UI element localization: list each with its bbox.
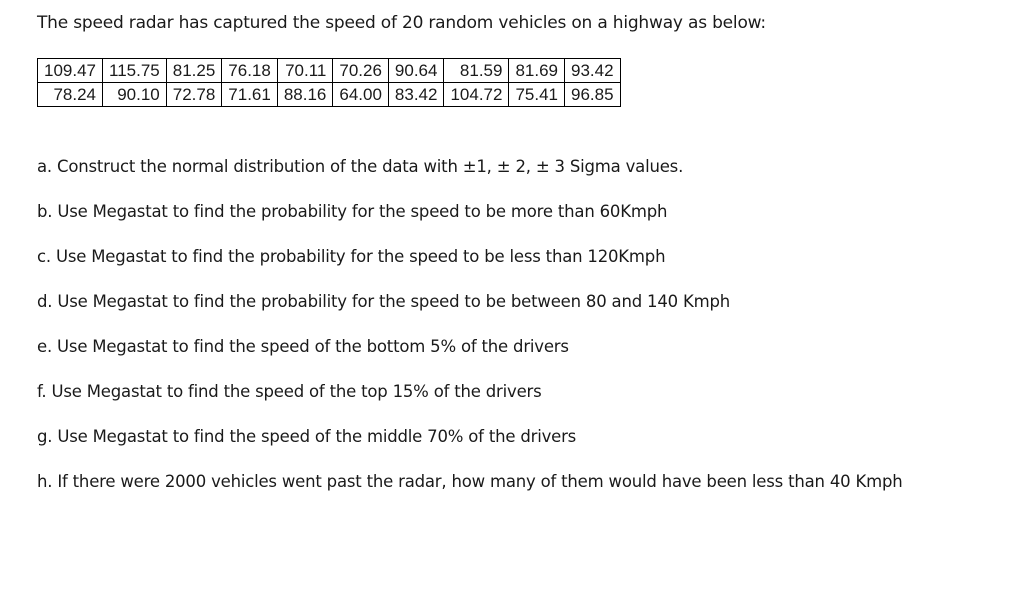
speed-data-table	[37, 58, 621, 107]
table-cell: 88.16	[277, 83, 333, 107]
question-a: a. Construct the normal distribution of the data with ±1, ± 2, ± 3 Sigma values.	[37, 157, 684, 176]
question-b: b. Use Megastat to find the probability for the speed to be more than 60Kmph	[37, 202, 668, 221]
question-c: c. Use Megastat to find the probability for the speed to be less than 120Kmph	[37, 247, 666, 266]
table-cell: 96.85	[565, 83, 621, 107]
table-cell: 83.42	[388, 83, 444, 107]
intro-text: The speed radar has captured the speed of 20 random vehicles on a highway as below:	[37, 13, 766, 33]
table-cell: 93.42	[565, 59, 621, 83]
table-cell: 81.69	[509, 59, 565, 83]
table-row	[38, 59, 621, 83]
question-f: f. Use Megastat to find the speed of the top 15% of the drivers	[37, 382, 542, 401]
question-d: d. Use Megastat to find the probability for the speed to be between 80 and 140 Kmph	[37, 292, 730, 311]
table-cell: 64.00	[333, 83, 389, 107]
question-h: h. If there were 2000 vehicles went past the radar, how many of them would have been less than 40 Kmph	[37, 472, 903, 491]
table-cell: 78.24	[38, 83, 103, 107]
table-cell: 81.25	[166, 59, 222, 83]
table-row	[38, 83, 621, 107]
table-cell: 109.47	[38, 59, 103, 83]
table-cell: 90.64	[388, 59, 444, 83]
table-cell: 76.18	[222, 59, 278, 83]
question-g: g. Use Megastat to find the speed of the middle 70% of the drivers	[37, 427, 577, 446]
question-e: e. Use Megastat to find the speed of the bottom 5% of the drivers	[37, 337, 569, 356]
table-cell: 72.78	[166, 83, 222, 107]
table-cell: 70.11	[277, 59, 333, 83]
table-cell: 71.61	[222, 83, 278, 107]
table-cell: 75.41	[509, 83, 565, 107]
table-cell: 104.72	[444, 83, 509, 107]
table-cell: 70.26	[333, 59, 389, 83]
question-list	[37, 155, 977, 518]
table-cell: 90.10	[103, 83, 167, 107]
table-cell: 115.75	[103, 59, 167, 83]
table-cell: 81.59	[444, 59, 509, 83]
